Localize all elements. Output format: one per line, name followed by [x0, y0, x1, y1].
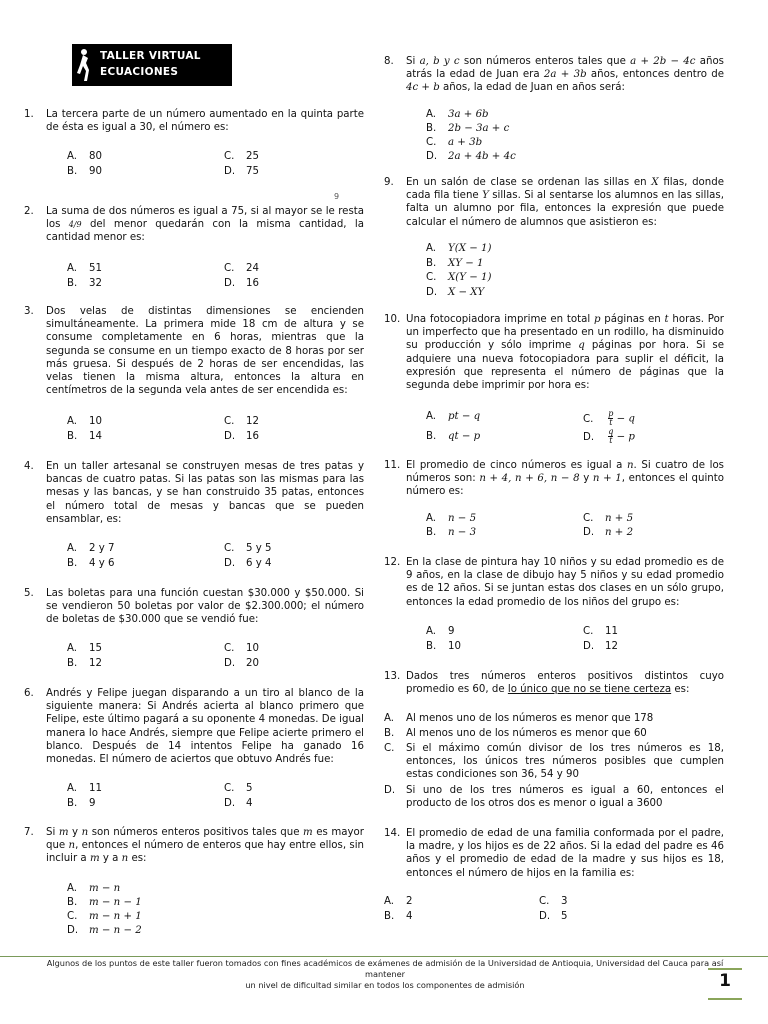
option-b[interactable]: B. 4: [384, 911, 413, 922]
option-c[interactable]: C. 12: [224, 416, 259, 427]
option-b[interactable]: B. 2b − 3a + c: [426, 123, 510, 134]
option-b[interactable]: B. 9: [67, 798, 96, 809]
option-c[interactable]: C. a + 3b: [426, 137, 483, 148]
option-a[interactable]: A. 2 y 7: [67, 543, 115, 554]
header-banner: [72, 44, 232, 86]
question-text: Si a, b y c son números enteros tales que a + 2b − 4c años atrás la edad de Juan era 2a + 3b años, entonces dentro de 4c + b años, la edad de Juan en años será:: [406, 56, 725, 94]
option-d[interactable]: D. n + 2: [583, 527, 634, 538]
option-c[interactable]: C. 24: [224, 263, 259, 274]
option-a[interactable]: A. 15: [67, 643, 102, 654]
question-text: El promedio de cinco números es igual a n. Si cuatro de los números son: n + 4, n + 6, n − 8 y n + 1, entonces el quinto número es:: [406, 460, 724, 498]
question-text: Las boletas para una función cuestan $30.000 y $50.000. Si se vendieron 50 boletas por valor de $2.300.000; el número de boletas de $30.000 que se vendió fue:: [46, 588, 364, 626]
question-text: Dados tres números enteros positivos distintos cuyo promedio es 60, de lo único que no se tiene certeza es:: [406, 671, 724, 696]
option-c[interactable]: C. 5 y 5: [224, 543, 272, 554]
question-text: Andrés y Felipe juegan disparando a un tiro al blanco de la siguiente manera: Si Andrés acierta al blanco primero que Felipe, este último pagará a su oponente 4 monedas. De igual manera lo hace Andrés, siempre que Felipe acierte primero el blanco. Después de 14 intentos Felipe ha ganado 16 monedas. El número de aciertos que obtuvo Andrés fue:: [46, 688, 364, 766]
option-c[interactable]: C. 25: [224, 151, 259, 162]
option-c[interactable]: C. n + 5: [583, 513, 634, 524]
question-text: Una fotocopiadora imprime en total p páginas en t horas. Por un imperfecto que ha presentado en un rodillo, ha disminuido su producción y sólo imprime q páginas por hora. Si se adquiere una nueva fotocopiadora para suplir el déficit, la expresión que representa el número de páginas que la segunda debe imprimir por hora es:: [406, 314, 725, 392]
option-d[interactable]: D. X − XY: [426, 287, 485, 298]
question-text: El promedio de edad de una familia conformada por el padre, la madre, y los hijos es de 22 años. Si la edad del padre es 46 años y el promedio de edad de la madre y sus hijos es 18, entonces el número de hijos en la familia es:: [406, 828, 724, 879]
option-a[interactable]: A. 11: [67, 783, 102, 794]
option-a[interactable]: A. 51: [67, 263, 102, 274]
option-c[interactable]: C. 3: [539, 896, 568, 907]
option-a[interactable]: A. 2: [384, 896, 413, 907]
option-a[interactable]: A. 9: [426, 626, 455, 637]
option-d[interactable]: D. 12: [583, 641, 618, 652]
option-b[interactable]: B. Al menos uno de los números es menor que 60: [384, 728, 647, 739]
option-d[interactable]: D. 5: [539, 911, 568, 922]
option-a[interactable]: A. 3a + 6b: [426, 109, 489, 120]
question-text: En un salón de clase se ordenan las sillas en X filas, donde cada fila tiene Y sillas. Si al sentarse los alumnos en las sillas, falta un alumno por fila, entonces la expresión que puede calcular el número de alumnos que asistieron es:: [406, 177, 724, 228]
stray-mark: 9: [334, 192, 340, 201]
climber-logo-icon: [74, 47, 92, 83]
option-b[interactable]: B. 4 y 6: [67, 558, 115, 569]
option-d[interactable]: D. 4: [224, 798, 253, 809]
header-title: TALLER VIRTUAL: [100, 50, 201, 62]
option-c[interactable]: C. 10: [224, 643, 259, 654]
option-c[interactable]: C. X(Y − 1): [426, 272, 492, 283]
question-text: Dos velas de distintas dimensiones se encienden simultáneamente. La primera mide 18 cm de altura y se consume completamente en 6 horas, mientras que la segunda se consume en un tiempo exacto de 8 horas por ser más gruesa. Si después de 2 horas de ser encendidas, las velas tienen la misma altura, entonces la altura en centímetros de la segunda vela antes de ser encendida es:: [46, 306, 364, 397]
option-d[interactable]: D. 2a + 4b + 4c: [426, 151, 516, 162]
option-c[interactable]: C. 5: [224, 783, 253, 794]
option-c[interactable]: C. 11: [583, 626, 618, 637]
option-b[interactable]: B. 10: [426, 641, 461, 652]
header-subtitle: ECUACIONES: [100, 66, 179, 78]
question-text: En un taller artesanal se construyen mesas de tres patas y bancas de cuatro patas. Si las patas son las mismas para las mesas y las bancas, y se han construido 35 patas, entonces el número total de mesas y bancas que se pueden ensamblar, es:: [46, 461, 364, 525]
option-d[interactable]: D. 75: [224, 166, 259, 177]
option-d[interactable]: D. Si uno de los tres números es igual a 60, entonces el producto de los otros dos es menor o igual a 3600: [384, 785, 724, 810]
option-b[interactable]: B. 14: [67, 431, 102, 442]
option-d[interactable]: D. m − n − 2: [67, 925, 142, 936]
question-text: Si m y n son números enteros positivos tales que m es mayor que n, entonces el número de enteros que hay entre ellos, sin incluir a m y a n es:: [46, 827, 364, 865]
option-d[interactable]: D. $\frac{q}{t}$ − p: [583, 427, 635, 445]
question-text: La tercera parte de un número aumentado en la quinta parte de ésta es igual a 30, el número es:: [46, 109, 364, 134]
footer-divider: [0, 956, 768, 957]
option-d[interactable]: D. 16: [224, 431, 259, 442]
option-b[interactable]: B. n − 3: [426, 527, 477, 538]
option-b[interactable]: B. 90: [67, 166, 102, 177]
option-d[interactable]: D. 6 y 4: [224, 558, 272, 569]
question-text: En la clase de pintura hay 10 niños y su edad promedio es de 9 años, en la clase de dibujo hay 5 niños y su edad promedio es de 12 años. Si se juntan estas dos clases en un sólo grupo, entonces la edad promedio de los niños del grupo es:: [406, 557, 724, 608]
page-number: 1: [708, 968, 742, 998]
option-a[interactable]: A. Y(X − 1): [426, 243, 492, 254]
option-b[interactable]: B. qt − p: [426, 431, 481, 442]
option-b[interactable]: B. 12: [67, 658, 102, 669]
option-a[interactable]: A. pt − q: [426, 411, 481, 422]
option-a[interactable]: A. 10: [67, 416, 102, 427]
option-d[interactable]: D. 16: [224, 278, 259, 289]
question-text: La suma de dos números es igual a 75, si al mayor se le resta los 4/9 del menor quedarán con la misma cantidad, la cantidad menor es:: [46, 206, 364, 244]
option-c[interactable]: C. m − n + 1: [67, 911, 142, 922]
option-c[interactable]: C. $\frac{p}{t}$ − q: [583, 409, 635, 427]
option-c[interactable]: C. Si el máximo común divisor de los tres números es 18, entonces, los únicos tres números posibles que cumplen estas condiciones son 36, 54 y 90: [384, 743, 724, 781]
option-b[interactable]: B. m − n − 1: [67, 897, 142, 908]
option-a[interactable]: A. 80: [67, 151, 102, 162]
footer-note: Algunos de los puntos de este taller fueron tomados con fines académicos de exámenes de admisión de la Universidad de Antioquia, Universidad del Cauca para así mantener un nivel de dificultad similar en todos los componentes de admisión: [46, 958, 724, 990]
option-b[interactable]: B. 32: [67, 278, 102, 289]
option-b[interactable]: B. XY − 1: [426, 258, 484, 269]
option-a[interactable]: A. Al menos uno de los números es menor que 178: [384, 713, 654, 724]
option-a[interactable]: A. m − n: [67, 883, 121, 894]
option-d[interactable]: D. 20: [224, 658, 259, 669]
option-a[interactable]: A. n − 5: [426, 513, 477, 524]
